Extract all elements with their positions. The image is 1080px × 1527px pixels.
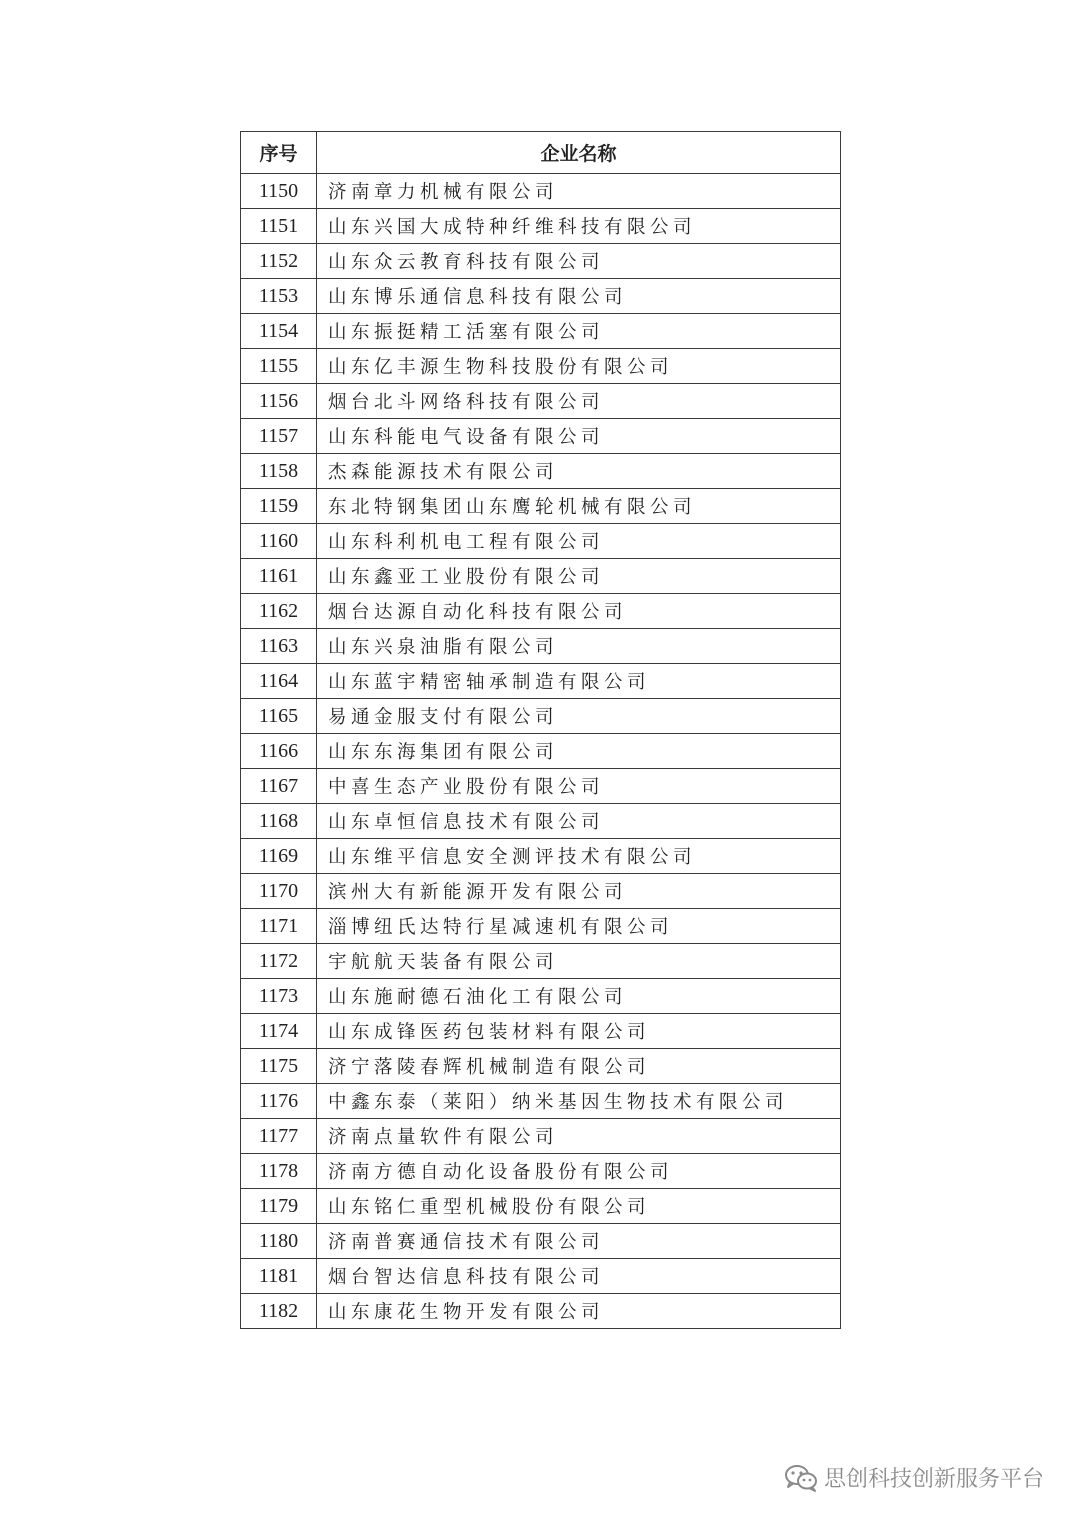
row-serial-number: 1163 (241, 629, 317, 664)
row-company-name: 山东东海集团有限公司 (317, 734, 841, 769)
row-company-name: 济南点量软件有限公司 (317, 1119, 841, 1154)
row-company-name: 山东众云教育科技有限公司 (317, 244, 841, 279)
table-row (241, 664, 841, 699)
row-company-name: 山东科能电气设备有限公司 (317, 419, 841, 454)
row-serial-number: 1164 (241, 664, 317, 699)
table-row (241, 524, 841, 559)
row-serial-number: 1160 (241, 524, 317, 559)
row-serial-number: 1179 (241, 1189, 317, 1224)
row-serial-number: 1161 (241, 559, 317, 594)
row-serial-number: 1159 (241, 489, 317, 524)
table-row (241, 349, 841, 384)
row-company-name: 山东博乐通信息科技有限公司 (317, 279, 841, 314)
row-company-name: 济南普赛通信技术有限公司 (317, 1224, 841, 1259)
row-company-name: 中喜生态产业股份有限公司 (317, 769, 841, 804)
table-body (241, 174, 841, 1329)
row-company-name: 山东振挺精工活塞有限公司 (317, 314, 841, 349)
row-company-name: 山东维平信息安全测评技术有限公司 (317, 839, 841, 874)
row-serial-number: 1175 (241, 1049, 317, 1084)
table-row (241, 489, 841, 524)
row-company-name: 山东铭仁重型机械股份有限公司 (317, 1189, 841, 1224)
table-row (241, 629, 841, 664)
table-row (241, 804, 841, 839)
table-row (241, 559, 841, 594)
table-row (241, 839, 841, 874)
table-header-row (241, 132, 841, 174)
table-row (241, 944, 841, 979)
table-row (241, 909, 841, 944)
row-serial-number: 1171 (241, 909, 317, 944)
row-serial-number: 1155 (241, 349, 317, 384)
table-row (241, 314, 841, 349)
row-company-name: 山东卓恒信息技术有限公司 (317, 804, 841, 839)
table-row (241, 1259, 841, 1294)
row-company-name: 济宁落陵春辉机械制造有限公司 (317, 1049, 841, 1084)
row-company-name: 山东亿丰源生物科技股份有限公司 (317, 349, 841, 384)
table-row (241, 1224, 841, 1259)
row-company-name: 杰森能源技术有限公司 (317, 454, 841, 489)
row-serial-number: 1167 (241, 769, 317, 804)
company-table (240, 131, 841, 1329)
table-row (241, 244, 841, 279)
row-serial-number: 1166 (241, 734, 317, 769)
table-row (241, 1084, 841, 1119)
table-row (241, 1049, 841, 1084)
header-serial-number: 序号 (241, 132, 317, 174)
table-row (241, 1119, 841, 1154)
row-company-name: 中鑫东泰（莱阳）纳米基因生物技术有限公司 (317, 1084, 841, 1119)
row-company-name: 山东鑫亚工业股份有限公司 (317, 559, 841, 594)
row-company-name: 山东施耐德石油化工有限公司 (317, 979, 841, 1014)
table-row (241, 769, 841, 804)
row-company-name: 淄博纽氏达特行星减速机有限公司 (317, 909, 841, 944)
row-company-name: 烟台北斗网络科技有限公司 (317, 384, 841, 419)
row-company-name: 济南方德自动化设备股份有限公司 (317, 1154, 841, 1189)
row-company-name: 山东兴泉油脂有限公司 (317, 629, 841, 664)
row-company-name: 山东科利机电工程有限公司 (317, 524, 841, 559)
table-row (241, 874, 841, 909)
row-serial-number: 1151 (241, 209, 317, 244)
row-serial-number: 1173 (241, 979, 317, 1014)
table-row (241, 1294, 841, 1329)
row-serial-number: 1177 (241, 1119, 317, 1154)
row-serial-number: 1176 (241, 1084, 317, 1119)
table-row (241, 1189, 841, 1224)
row-company-name: 山东蓝宇精密轴承制造有限公司 (317, 664, 841, 699)
row-serial-number: 1180 (241, 1224, 317, 1259)
row-serial-number: 1181 (241, 1259, 317, 1294)
row-company-name: 烟台达源自动化科技有限公司 (317, 594, 841, 629)
row-company-name: 山东兴国大成特种纤维科技有限公司 (317, 209, 841, 244)
row-serial-number: 1150 (241, 174, 317, 209)
row-serial-number: 1169 (241, 839, 317, 874)
table-row (241, 699, 841, 734)
row-serial-number: 1168 (241, 804, 317, 839)
row-serial-number: 1170 (241, 874, 317, 909)
row-company-name: 山东康花生物开发有限公司 (317, 1294, 841, 1329)
row-serial-number: 1165 (241, 699, 317, 734)
table-row (241, 454, 841, 489)
row-serial-number: 1158 (241, 454, 317, 489)
row-company-name: 宇航航天装备有限公司 (317, 944, 841, 979)
row-serial-number: 1162 (241, 594, 317, 629)
table-row (241, 594, 841, 629)
row-company-name: 滨州大有新能源开发有限公司 (317, 874, 841, 909)
row-serial-number: 1156 (241, 384, 317, 419)
company-table-container (240, 131, 840, 1329)
row-company-name: 山东成锋医药包装材料有限公司 (317, 1014, 841, 1049)
table-row (241, 174, 841, 209)
header-company-name: 企业名称 (317, 132, 841, 174)
row-serial-number: 1178 (241, 1154, 317, 1189)
table-row (241, 419, 841, 454)
table-row (241, 209, 841, 244)
watermark (784, 1462, 1044, 1493)
table-row (241, 734, 841, 769)
row-serial-number: 1152 (241, 244, 317, 279)
row-serial-number: 1174 (241, 1014, 317, 1049)
row-serial-number: 1157 (241, 419, 317, 454)
watermark-text: 思创科技创新服务平台 (823, 1467, 1044, 1492)
row-company-name: 易通金服支付有限公司 (317, 699, 841, 734)
row-company-name: 济南章力机械有限公司 (317, 174, 841, 209)
row-serial-number: 1153 (241, 279, 317, 314)
row-serial-number: 1154 (241, 314, 317, 349)
row-company-name: 东北特钢集团山东鹰轮机械有限公司 (317, 489, 841, 524)
row-serial-number: 1172 (241, 944, 317, 979)
row-company-name: 烟台智达信息科技有限公司 (317, 1259, 841, 1294)
table-row (241, 1154, 841, 1189)
table-row (241, 384, 841, 419)
table-row (241, 279, 841, 314)
table-row (241, 1014, 841, 1049)
wechat-icon (784, 1464, 818, 1492)
table-row (241, 979, 841, 1014)
row-serial-number: 1182 (241, 1294, 317, 1329)
